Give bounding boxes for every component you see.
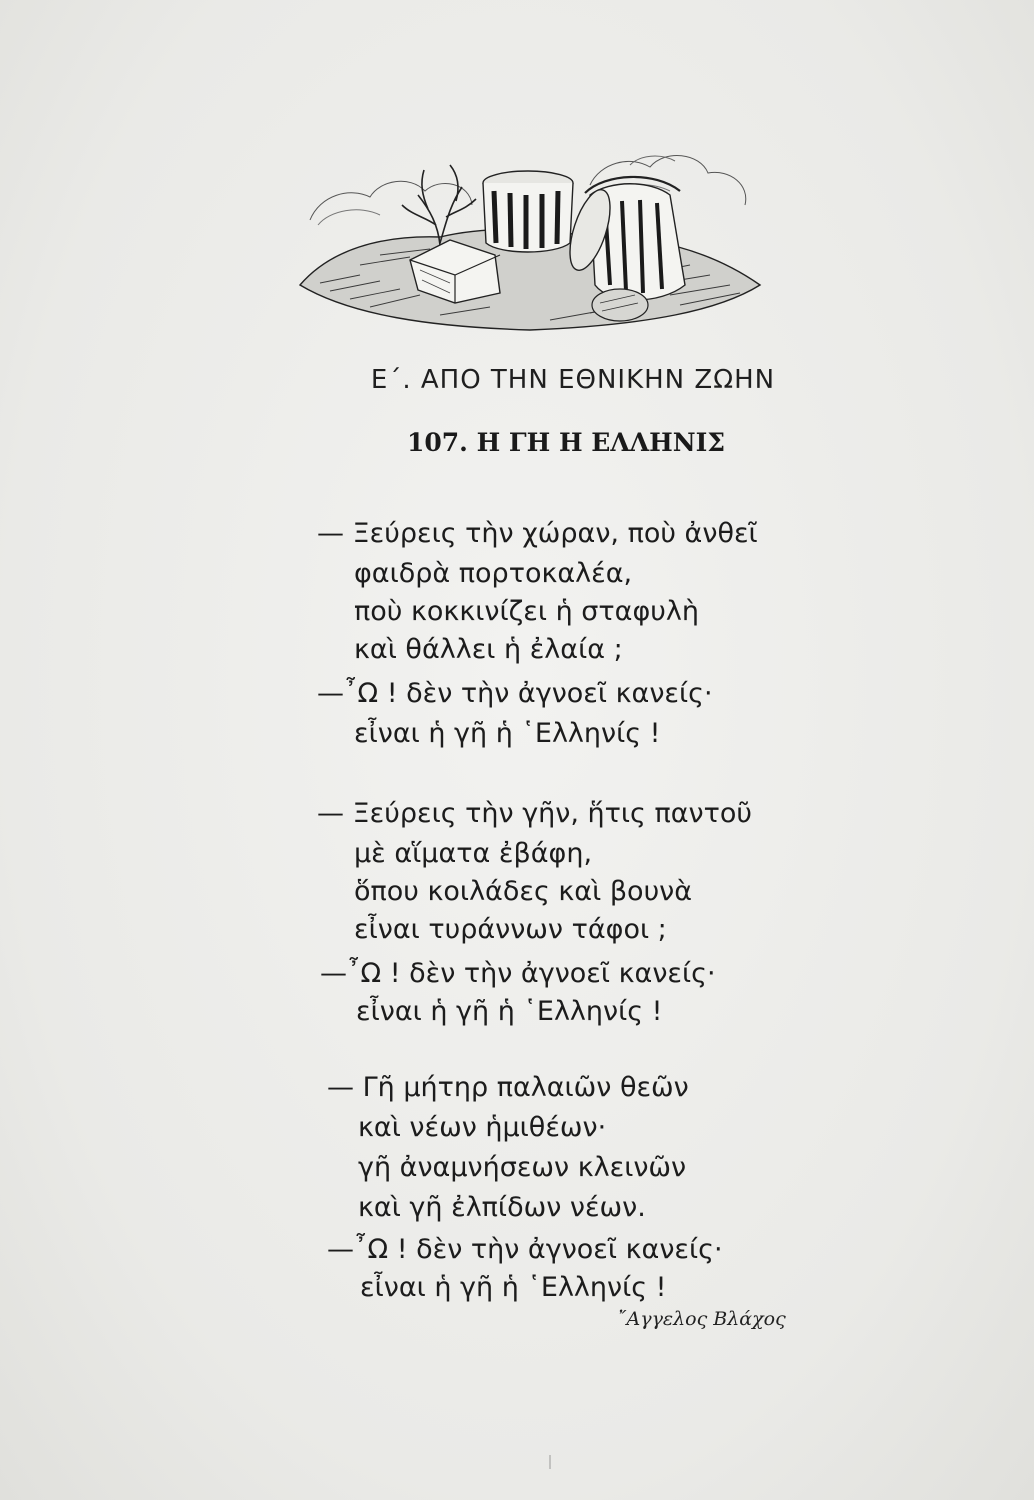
poem-title: 107. Η ΓΗ Η ΕΛΛΗΝΙΣ	[406, 428, 725, 457]
poem-line: — Ξεύρεις τὴν γῆν, ἥτις παντοῦ	[317, 798, 752, 829]
poem-line: γῆ ἀναμνήσεων κλεινῶν	[358, 1152, 687, 1183]
poem-line: εἶναι ἡ γῆ ἡ ῾Ελληνίς !	[356, 996, 663, 1027]
poem-line: ὅπου κοιλάδες καὶ βουνὰ	[354, 876, 693, 907]
section-title: Ε΄. ΑΠΟ ΤΗΝ ΕΘΝΙΚΗΝ ΖΩΗΝ	[370, 365, 776, 395]
poem-line: ποὺ κοκκινίζει ἡ σταφυλὴ	[354, 596, 699, 627]
poem-line: εἶναι ἡ γῆ ἡ ῾Ελληνίς !	[354, 718, 661, 749]
poem-line: φαιδρὰ πορτοκαλέα,	[354, 558, 633, 589]
poem-line: — Ξεύρεις τὴν χώραν, ποὺ ἀνθεῖ	[317, 518, 758, 549]
poem-line: μὲ αἵματα ἐβάφη,	[354, 838, 593, 869]
poem-line: εἶναι ἡ γῆ ἡ ῾Ελληνίς !	[360, 1272, 667, 1303]
poem-line: καὶ γῆ ἐλπίδων νέων.	[358, 1192, 646, 1223]
poem-line: —῏Ω ! δὲν τὴν ἀγνοεῖ κανείς·	[320, 958, 716, 989]
page-speck	[549, 1455, 551, 1469]
author-signature: ῎Αγγελος Βλάχος	[617, 1308, 786, 1330]
ancient-ruins-column-engraving-icon	[290, 125, 770, 355]
poem-line: —῏Ω ! δὲν τὴν ἀγνοεῖ κανείς·	[327, 1234, 723, 1265]
poem-line: καὶ νέων ἡμιθέων·	[358, 1112, 607, 1143]
poem-line: καὶ θάλλει ἡ ἐλαία ;	[354, 634, 623, 665]
poem-line: —῏Ω ! δὲν τὴν ἀγνοεῖ κανείς·	[317, 678, 713, 709]
poem-line: εἶναι τυράννων τάφοι ;	[354, 914, 667, 945]
poem-line: — Γῆ μήτηρ παλαιῶν θεῶν	[327, 1072, 689, 1103]
